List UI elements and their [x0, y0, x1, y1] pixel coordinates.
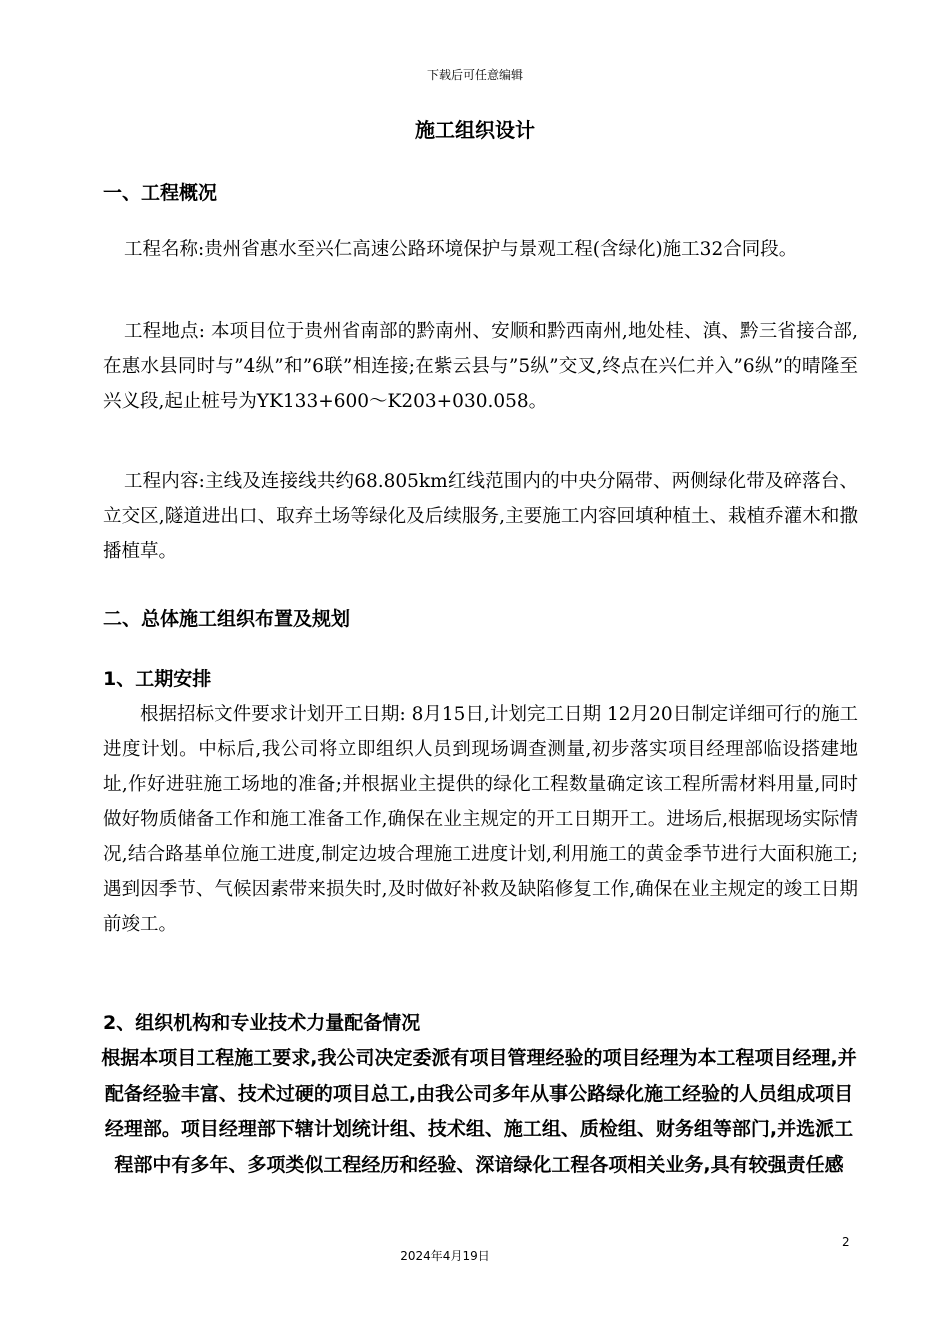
header-note: 下载后可任意编辑: [426, 68, 523, 82]
section-1-heading: 一、工程概况: [103, 182, 218, 204]
project-name-paragraph: 工程名称:贵州省惠水至兴仁高速公路环境保护与景观工程(含绿化)施工32合同段。: [124, 239, 798, 260]
section-2-heading: 二、总体施工组织布置及规划: [103, 608, 351, 630]
page-number: 2: [842, 1235, 850, 1249]
subsection-organization-heading: 2、组织机构和专业技术力量配备情况: [103, 1012, 421, 1034]
subsection-schedule-heading: 1、工期安排: [103, 668, 212, 690]
schedule-paragraph: 根据招标文件要求计划开工日期: 8月15日,计划完工日期 12月20日制定详细可行的施工进度计划。中标后,我公司将立即组织人员到现场调查测量,初步落实项目经理部临设搭建地址,作好进驻施工场地的准备;并根据业主提供的绿化工程数量确定该工程所需材料用量,同时做好物质储备工作和施工准备工作,确保在业主规定的开工日期开工。进场后,根据现场实际情况,结合路基单位施工进度,制定边坡合理施工进度计划,利用施工的黄金季节进行大面积施工;遇到因季节、气候因素带来损失时,及时做好补救及缺陷修复工作,确保在业主规定的竣工日期前竣工。: [103, 704, 858, 935]
footer-date: 2024年4月19日: [400, 1249, 490, 1263]
organization-paragraph: 根据本项目工程施工要求,我公司决定委派有项目管理经验的项目经理为本工程项目经理,并配备经验丰富、技术过硬的项目总工,由我公司多年从事公路绿化施工经验的人员组成项目经理部。项目经理部下辖计划统计组、技术组、施工组、质检组、财务组等部门,并选派工程部中有多年、多项类似工程经历和经验、深谙绿化工程各项相关业务,具有较强责任感: [101, 1047, 857, 1176]
project-location-paragraph: 工程地点: 本项目位于贵州省南部的黔南州、安顺和黔西南州,地处桂、滇、黔三省接合部,在惠水县同时与”4纵”和”6联”相连接;在紫云县与”5纵”交叉,终点在兴仁并入”6纵”的晴隆至兴义段,起止桩号为YK133+600～K203+030.058。: [103, 321, 858, 412]
project-content-paragraph: 工程内容:主线及连接线共约68.805km红线范围内的中央分隔带、两侧绿化带及碎落台、立交区,隧道进出口、取弃土场等绿化及后续服务,主要施工内容回填种植土、栽植乔灌木和撒播植草。: [103, 471, 858, 562]
document-title: 施工组织设计: [415, 118, 535, 142]
